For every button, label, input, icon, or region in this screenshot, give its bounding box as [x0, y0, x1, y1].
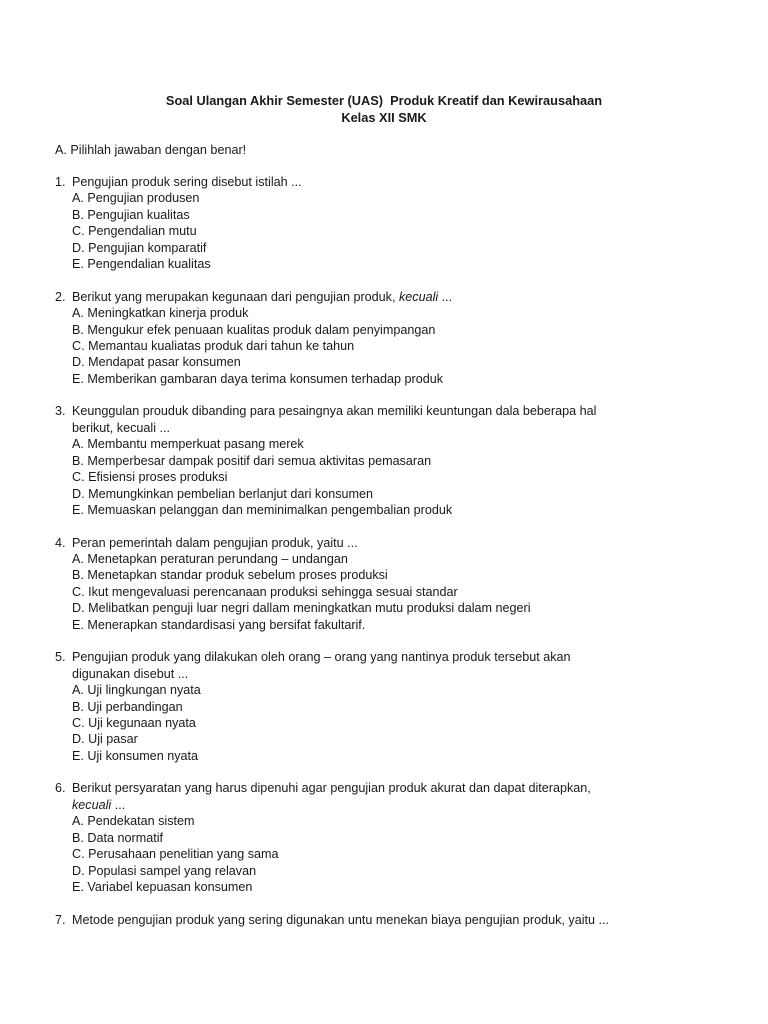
answer-option: E. Memberikan gambaran daya terima konsumen terhadap produk: [72, 371, 444, 386]
answer-option: A. Membantu memperkuat pasang merek: [72, 437, 304, 452]
question-text-line: berikut, kecuali ...: [72, 420, 170, 435]
answer-option: B. Mengukur efek penuaan kualitas produk dalam penyimpangan: [72, 322, 436, 337]
answer-option: A. Uji lingkungan nyata: [72, 683, 201, 698]
question-number: 6.: [55, 781, 66, 796]
question-item: [55, 403, 735, 518]
answer-option: E. Pengendalian kualitas: [72, 257, 211, 272]
question-text: [55, 403, 735, 436]
title-line-1: Soal Ulangan Akhir Semester (UAS) Produk Kreatif dan Kewirausahaan: [165, 93, 603, 108]
question-text-italic: kecuali: [398, 289, 439, 304]
question-item: [55, 174, 735, 272]
question-number: 2.: [55, 289, 66, 304]
question-text-line: Pengujian produk yang dilakukan oleh orang – orang yang nantinya produk tersebut akan: [72, 650, 571, 665]
answer-option: E. Memuaskan pelanggan dan meminimalkan pengembalian produk: [72, 502, 453, 517]
answer-options: [55, 813, 735, 895]
title-line-2: Kelas XII SMK: [341, 110, 427, 125]
answer-option: B. Memperbesar dampak positif dari semua aktivitas pemasaran: [72, 453, 432, 468]
question-text-line: Berikut yang merupakan kegunaan dari pengujian produk,: [72, 289, 399, 304]
question-text: [55, 289, 735, 305]
document-title: [0, 92, 768, 126]
question-number: 5.: [55, 650, 66, 665]
answer-option: D. Melibatkan penguji luar negri dallam meningkatkan mutu produksi dalam negeri: [72, 601, 531, 616]
question-number: 1.: [55, 175, 66, 189]
answer-options: [55, 190, 735, 272]
question-item: [55, 780, 735, 895]
question-text-tail: ...: [438, 289, 453, 304]
answer-option: A. Pengujian produsen: [72, 191, 200, 206]
answer-option: C. Ikut mengevaluasi perencanaan produksi sehingga sesuai standar: [72, 584, 458, 599]
question-item: [55, 535, 735, 633]
question-text-line: Peran pemerintah dalam pengujian produk, yaitu ...: [72, 535, 358, 550]
question-item: [55, 912, 735, 928]
answer-options: [55, 436, 735, 518]
answer-option: C. Pengendalian mutu: [72, 224, 197, 239]
answer-option: D. Mendapat pasar konsumen: [72, 355, 241, 370]
question-text: [55, 912, 735, 928]
question-text-line: Metode pengujian produk yang sering digunakan untu menekan biaya pengujian produk, yaitu ...: [72, 912, 610, 927]
answer-option: A. Pendekatan sistem: [72, 814, 195, 829]
question-text: [55, 780, 735, 813]
answer-option: D. Uji pasar: [72, 732, 138, 747]
answer-option: E. Menerapkan standardisasi yang bersifat fakultarif.: [72, 617, 366, 632]
question-text: [55, 174, 735, 190]
answer-options: [55, 682, 735, 764]
question-list: [55, 174, 735, 944]
answer-option: A. Menetapkan peraturan perundang – undangan: [72, 552, 348, 567]
question-text-tail: ...: [111, 797, 126, 812]
question-number: 4.: [55, 535, 66, 550]
question-number: 3.: [55, 404, 66, 419]
question-item: [55, 289, 735, 387]
answer-option: E. Uji konsumen nyata: [72, 748, 198, 763]
answer-option: E. Variabel kepuasan konsumen: [72, 879, 253, 894]
question-text-line: Berikut persyaratan yang harus dipenuhi agar pengujian produk akurat dan dapat diterapkan,: [72, 781, 591, 796]
section-instruction: A. Pilihlah jawaban dengan benar!: [55, 143, 247, 157]
question-text-line: Pengujian produk sering disebut istilah ...: [72, 175, 302, 189]
answer-option: C. Perusahaan penelitian yang sama: [72, 847, 279, 862]
answer-option: D. Memungkinkan pembelian berlanjut dari konsumen: [72, 486, 374, 501]
question-text-line: digunakan disebut ...: [72, 666, 189, 681]
question-text: [55, 535, 735, 551]
question-number: 7.: [55, 912, 66, 927]
answer-option: C. Uji kegunaan nyata: [72, 715, 196, 730]
answer-options: [55, 551, 735, 633]
answer-option: B. Uji perbandingan: [72, 699, 183, 714]
answer-option: C. Efisiensi proses produksi: [72, 470, 228, 485]
answer-option: B. Menetapkan standar produk sebelum proses produksi: [72, 568, 388, 583]
answer-option: A. Meningkatkan kinerja produk: [72, 306, 249, 321]
answer-option: D. Populasi sampel yang relavan: [72, 863, 257, 878]
answer-option: B. Data normatif: [72, 830, 163, 845]
question-item: [55, 649, 735, 764]
answer-option: D. Pengujian komparatif: [72, 240, 207, 255]
question-text-italic: kecuali: [72, 797, 112, 812]
answer-option: B. Pengujian kualitas: [72, 207, 190, 222]
question-text: [55, 649, 735, 682]
answer-option: C. Memantau kualiatas produk dari tahun ke tahun: [72, 338, 355, 353]
question-text-line: Keunggulan prouduk dibanding para pesaingnya akan memiliki keuntungan dala beberapa hal: [72, 404, 597, 419]
answer-options: [55, 305, 735, 387]
